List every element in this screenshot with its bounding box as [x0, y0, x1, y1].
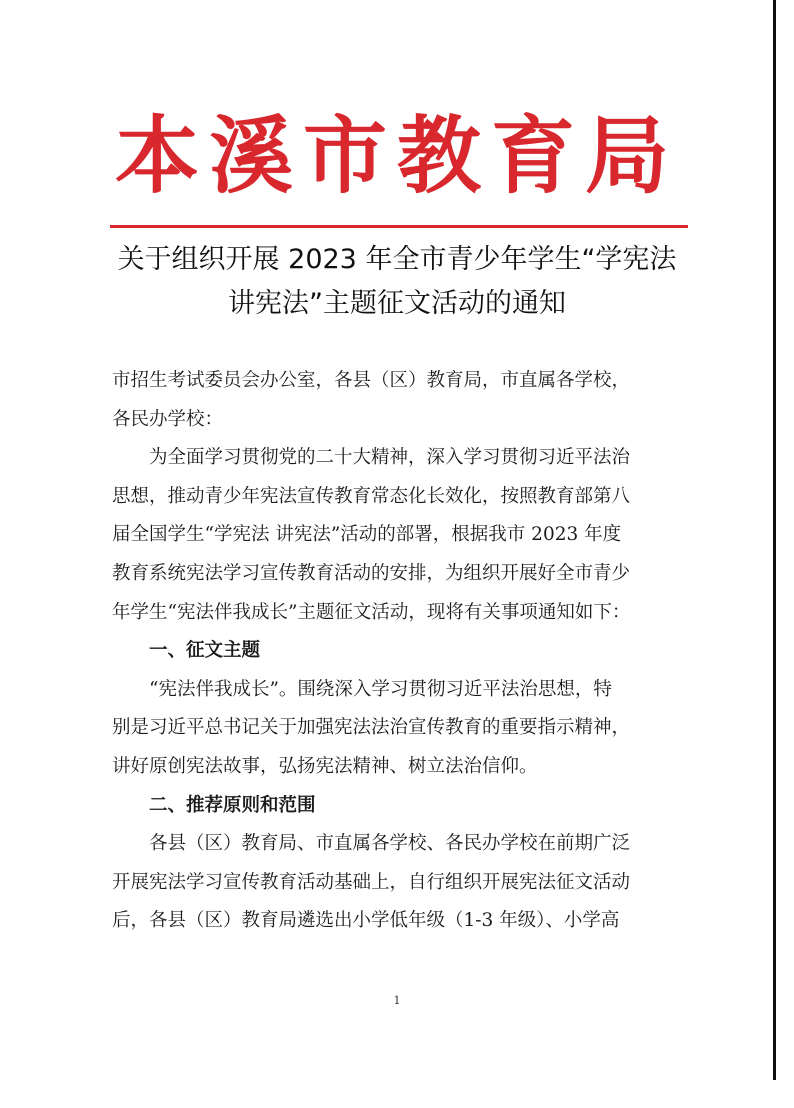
intro-line: 思想，推动青少年宪法宣传教育常态化长效化，按照教育部第八 — [112, 485, 631, 507]
section2-line: 开展宪法学习宣传教育活动基础上，自行组织开展宪法征文活动 — [112, 871, 631, 893]
intro-line: 教育系统宪法学习宣传教育活动的安排，为组织开展好全市青少 — [112, 562, 631, 584]
section-heading-principles: 二、推荐原则和范围 — [149, 794, 316, 816]
scan-edge-line — [773, 0, 776, 1080]
section-heading-theme: 一、征文主题 — [149, 640, 261, 662]
section1-line: “宪法伴我成长”。围绕深入学习贯彻习近平法治思想，特 — [149, 678, 612, 700]
title-line: 关于组织开展 2023 年全市青少年学生“学宪法 — [117, 244, 677, 275]
section2-line: 后，各县（区）教育局遴选出小学低年级（1-3 年级）、小学高 — [112, 910, 620, 932]
title-line: 讲宪法”主题征文活动的通知 — [228, 288, 566, 319]
intro-line: 届全国学生“学宪法 讲宪法”活动的部署，根据我市 2023 年度 — [112, 524, 622, 546]
letterhead-red-rule — [110, 225, 688, 228]
salutation-line: 各民办学校： — [112, 408, 224, 430]
intro-line: 年学生“宪法伴我成长”主题征文活动，现将有关事项通知如下： — [112, 601, 631, 623]
page-number: 1 — [393, 994, 401, 1007]
section1-line: 讲好原创宪法故事，弘扬宪法精神、树立法治信仰。 — [112, 755, 538, 777]
document-title — [0, 238, 794, 326]
salutation-line: 市招生考试委员会办公室，各县（区）教育局，市直属各学校， — [112, 370, 631, 391]
document-body — [112, 362, 692, 941]
issuer-letterhead: 本溪市教育局 — [114, 106, 679, 205]
intro-line: 为全面学习贯彻党的二十大精神，深入学习贯彻习近平法治 — [149, 447, 631, 469]
section1-line: 别是习近平总书记关于加强宪法法治宣传教育的重要指示精神， — [112, 717, 631, 739]
section2-line: 各县（区）教育局、市直属各学校、各民办学校在前期广泛 — [149, 833, 631, 855]
